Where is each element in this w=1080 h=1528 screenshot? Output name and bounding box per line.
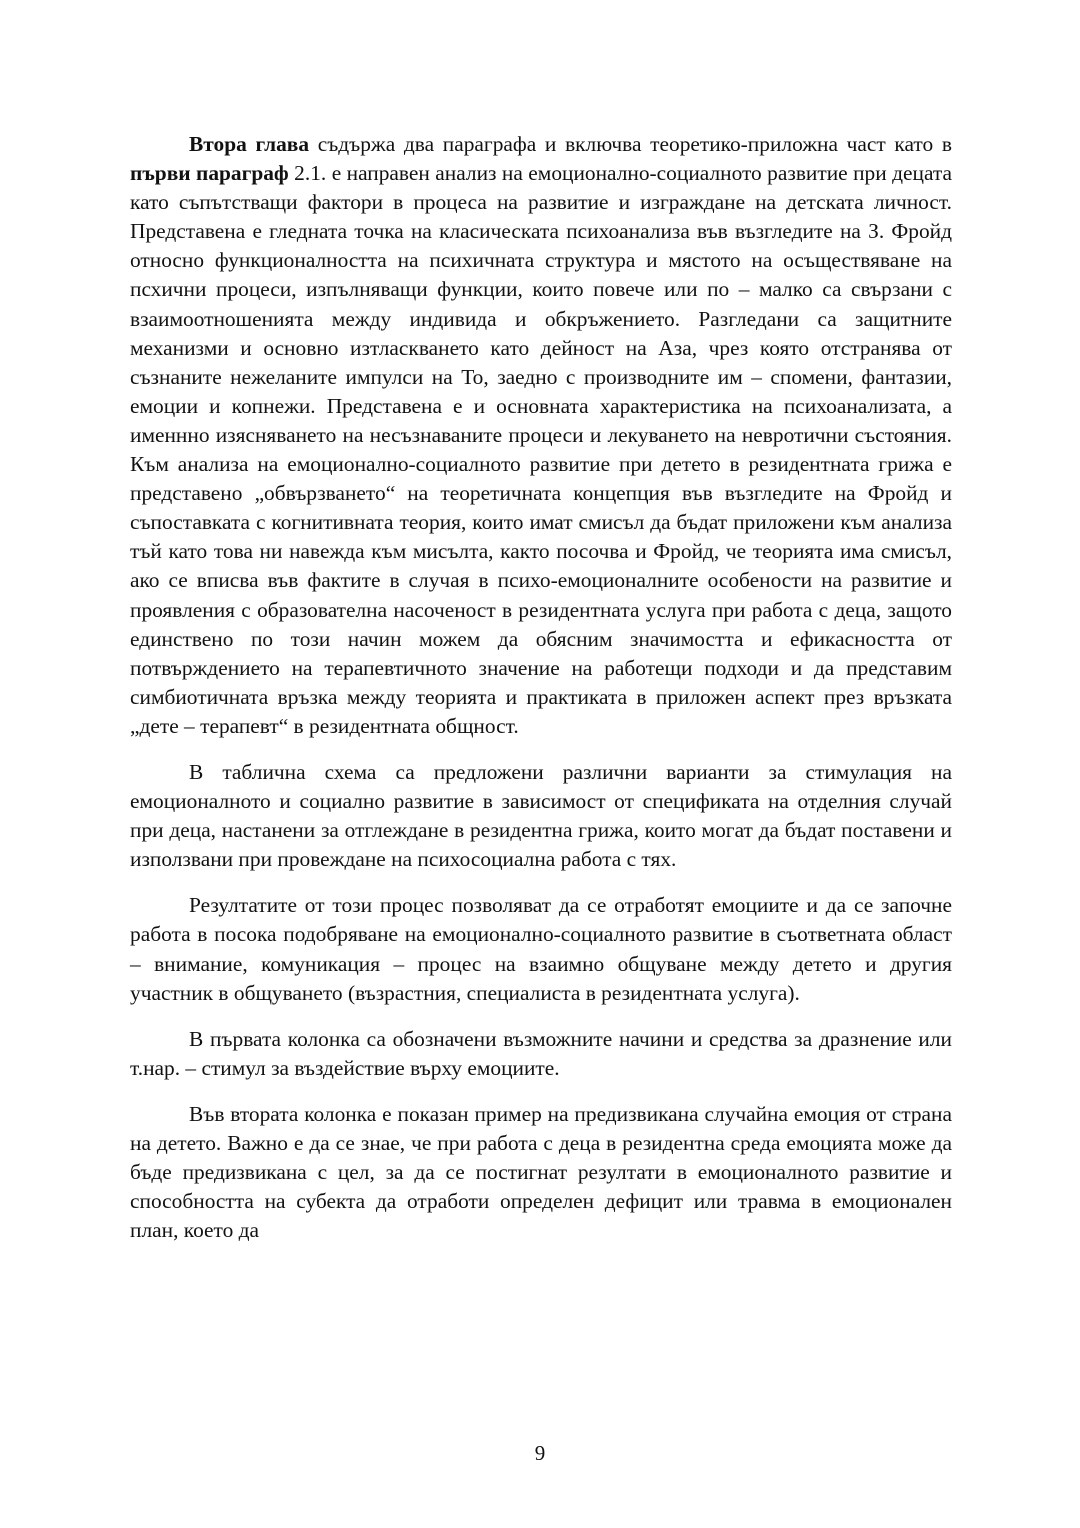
- paragraph-table-scheme: В таблична схема са предложени различни варианти за стимулация на емоционалното и социално развитие в зависимост от спецификата на отделния случай при деца, настанени за отглеждане в резидентна грижа, които могат да бъдат поставени и използвани при провеждане на психосоциална работа с тях.: [130, 759, 952, 872]
- paragraph-second-column: Във втората колонка е показан пример на предизвикана случайна емоция от страна на детето. Важно е да се знае, че при работа с деца в резидентна среда емоцията може да бъде предизвикана с цел, за да се постигнат резултати в емоционалното развитие и способността на субекта да отработи определен дефицит или травма в емоционален план, което да: [130, 1101, 952, 1243]
- page-number: 9: [534, 1441, 546, 1465]
- paragraph-results: Резултатите от този процес позволяват да се отработят емоциите и да се започне работа в посока подобряване на емоционално-социалното развитие в съответната област – внимание, комуникация – процес на взаимно общуване между детето и другия участник в общуването (възрастния, специалиста в резидентната услуга).: [130, 893, 952, 1005]
- paragraph-first-column: В първата колонка са обозначени възможните начини и средства за дразнение или т.нар. – стимул за въздействие върху емоциите.: [130, 1026, 952, 1080]
- paragraph-text: съдържа два параграфа и включва теоретико-приложна част като в: [309, 132, 952, 156]
- paragraph-chapter-two: [130, 130, 952, 741]
- bold-first-paragraph: първи параграф: [130, 161, 289, 186]
- bold-chapter-title: Втора глава: [189, 132, 310, 156]
- document-body: [130, 130, 952, 1245]
- paragraph-text: 2.1. е направен анализ на емоционално-социалното развитие при децата като съпътстващи фактори в процеса на развитие и изграждане на детската личност. Представена е гледната точка на класическата психоанализа във възгледите на З. Фройд относно функционалността на психичната структура и мястото на осъществяване на псхични процеси, изпълняващи функции, които повече или по – малко са свързани с взаимоотношенията между индивида и обкръжението. Разгледани са защитните механизми и основно изтласкването като дейност на Аза, чрез която отстранява от съзнаните нежеланите импулси на То, заедно с производните им – спомени, фантазии, емоции и копнежи. Представена е и основната характеристика на психоанализата, а именнно изясняването на несъзнаваните процеси и лекуването на невротични състояния. Към анализа на емоционално-социалното развитие при детето в резидентната грижа е представено „обвързването“ на теоретичната концепция във възгледите на Фройд и съпоставката с когнитивната теория, които имат смисъл да бъдат приложени към анализа тъй като това ни навежда към мисълта, както посочва и Фройд, че теорията има смисъл, ако се вписва във фактите в случая в психо-емоционалните особености на развитие и проявления с образователна насоченост в резидентната услуга при работа с деца, защото единствено по този начин можем да обясним значимостта и ефикасността от потвърждението на терапевтичното значение на работещи подходи и да представим симбиотичната връзка между теорията и практиката в приложен аспект през връзката „дете – терапевт“ в резидентната общност.: [130, 161, 952, 738]
